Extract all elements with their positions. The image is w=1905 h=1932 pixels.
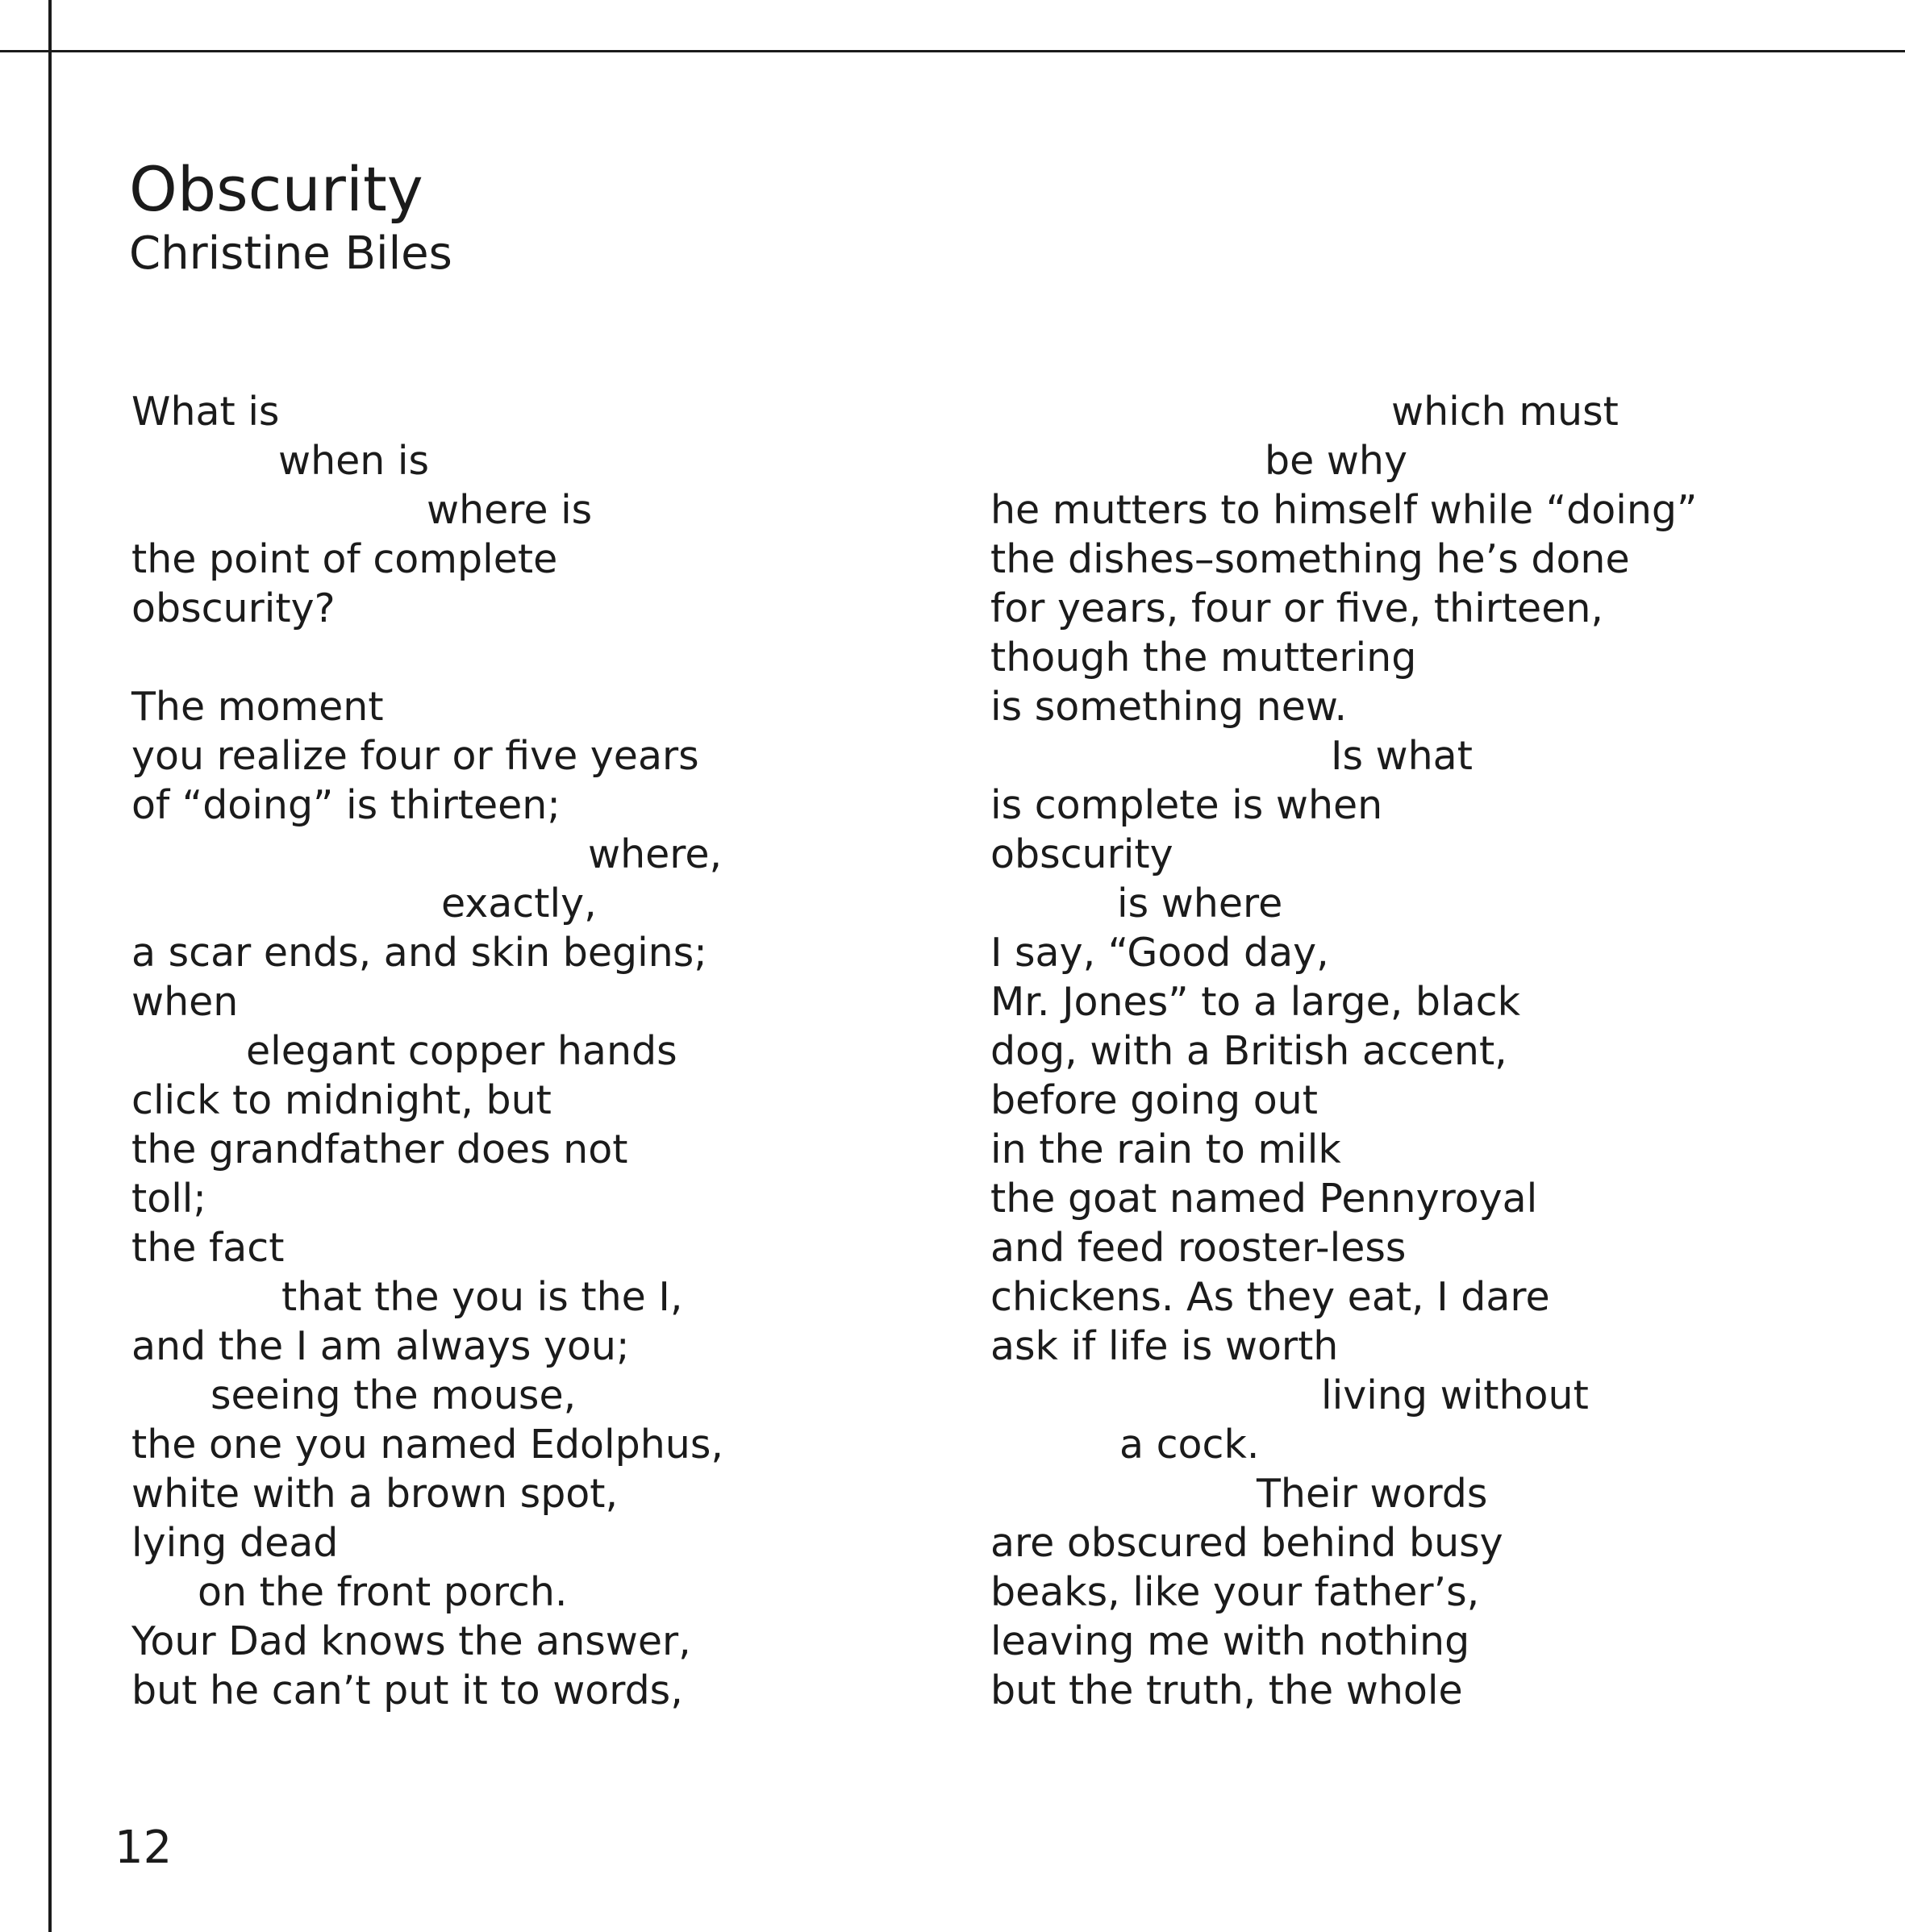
poem-line: which must xyxy=(1391,389,1619,435)
poem-line: obscurity xyxy=(990,831,1173,877)
poem-author: Christine Biles xyxy=(129,227,452,280)
poem-line: click to midnight, but xyxy=(131,1077,552,1123)
poem-line: obscurity? xyxy=(131,585,336,631)
poem-line: and feed rooster-less xyxy=(990,1225,1407,1271)
top-rule xyxy=(0,50,1905,52)
poem-line: the one you named Edolphus, xyxy=(131,1422,723,1468)
poem-line: chickens. As they eat, I dare xyxy=(990,1274,1550,1320)
poem-line: where, xyxy=(588,831,723,877)
poem-line: in the rain to milk xyxy=(990,1126,1341,1172)
poem-line: the fact xyxy=(131,1225,285,1271)
poem-line: but he can’t put it to words, xyxy=(131,1668,683,1713)
poem-line: be why xyxy=(1265,438,1407,484)
poem-line: is complete is when xyxy=(990,782,1383,828)
poem-line: though the muttering xyxy=(990,635,1417,681)
poem-line: is something new. xyxy=(990,684,1348,730)
left-margin-rule xyxy=(48,0,52,1932)
poem-line: when is xyxy=(278,438,430,484)
poem-line: for years, four or five, thirteen, xyxy=(990,585,1603,631)
poem-line: I say, “Good day, xyxy=(990,930,1329,976)
poem-column-left xyxy=(131,387,954,1715)
poem-line: the dishes–something he’s done xyxy=(990,536,1630,582)
poem-line: leaving me with nothing xyxy=(990,1618,1470,1664)
poem-line: ask if life is worth xyxy=(990,1323,1339,1369)
poem-line: on the front porch. xyxy=(198,1569,568,1615)
poem-line: and the I am always you; xyxy=(131,1323,630,1369)
poem-line: Their words xyxy=(1257,1471,1488,1517)
poem-line: Mr. Jones” to a large, black xyxy=(990,979,1520,1025)
poem-line: but the truth, the whole xyxy=(990,1668,1463,1713)
poem-line: exactly, xyxy=(441,881,597,926)
poem-line: What is xyxy=(131,389,280,435)
poem-line: lying dead xyxy=(131,1520,339,1566)
poem-line: a cock. xyxy=(1119,1422,1260,1468)
stanza-break xyxy=(131,633,954,682)
poem-line: dog, with a British accent, xyxy=(990,1028,1507,1074)
poem-line: Is what xyxy=(1331,733,1473,779)
poem-line: seeing the mouse, xyxy=(211,1372,577,1418)
poem-line: is where xyxy=(1117,881,1283,926)
poem-line: Your Dad knows the answer, xyxy=(131,1618,691,1664)
poem-column-right xyxy=(990,387,1845,1715)
poem-line: toll; xyxy=(131,1176,206,1222)
poem-line: where is xyxy=(427,487,593,533)
poem-line: white with a brown spot, xyxy=(131,1471,619,1517)
poem-line: of “doing” is thirteen; xyxy=(131,782,561,828)
poem-line: when xyxy=(131,979,239,1025)
poem-line: The moment xyxy=(131,684,384,730)
poem-line: beaks, like your father’s, xyxy=(990,1569,1480,1615)
poem-line: before going out xyxy=(990,1077,1318,1123)
poem-line: the grandfather does not xyxy=(131,1126,628,1172)
poem-line: the point of complete xyxy=(131,536,558,582)
poem-line: a scar ends, and skin begins; xyxy=(131,930,707,976)
poem-line: he mutters to himself while “doing” xyxy=(990,487,1698,533)
poem-line: are obscured behind busy xyxy=(990,1520,1503,1566)
poem-line: that the you is the I, xyxy=(281,1274,683,1320)
poem-line: you realize four or five years xyxy=(131,733,699,779)
poem-title: Obscurity xyxy=(129,153,423,225)
poem-line: elegant copper hands xyxy=(246,1028,677,1074)
page-number: 12 xyxy=(115,1822,173,1874)
poem-line: living without xyxy=(1321,1372,1589,1418)
poem-line: the goat named Pennyroyal xyxy=(990,1176,1538,1222)
